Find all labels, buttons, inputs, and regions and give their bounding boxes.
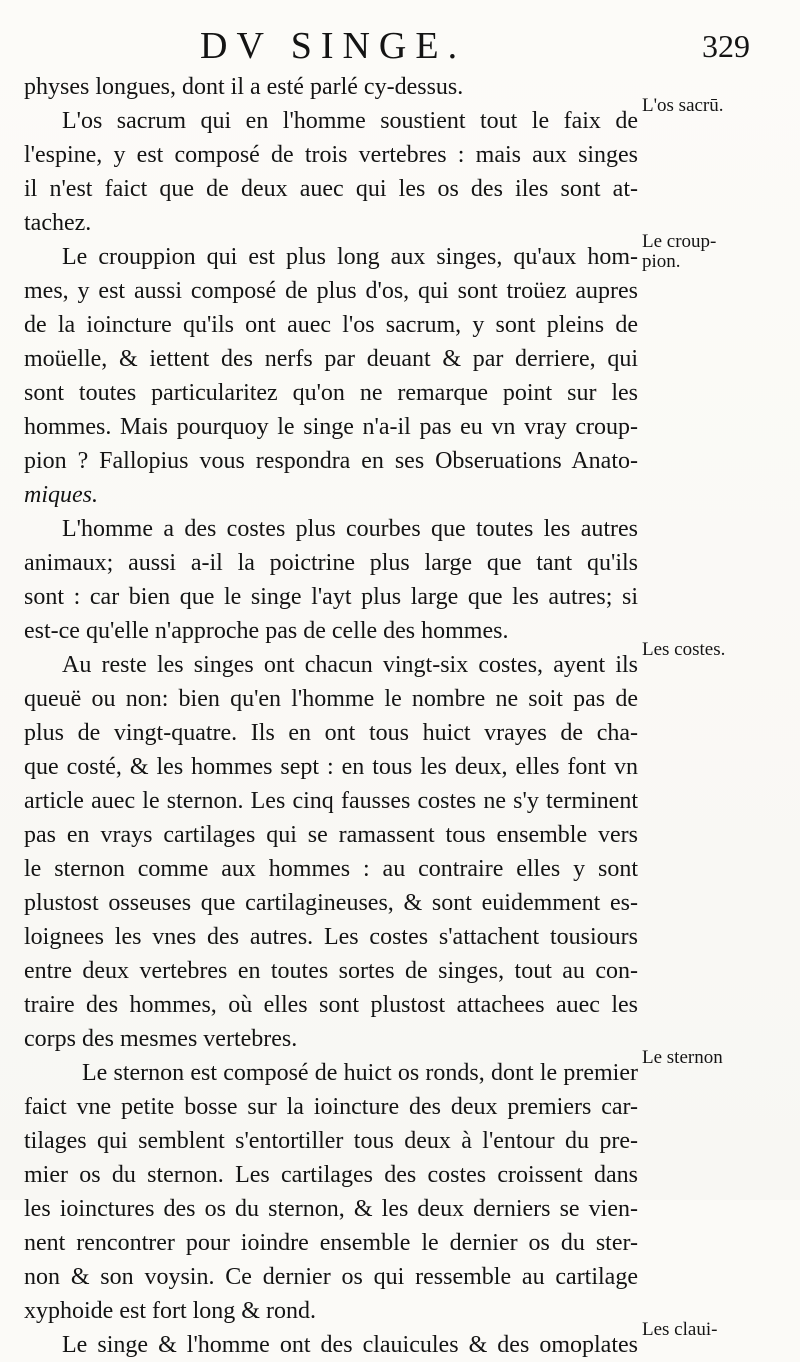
text-line: nent rencontrer pour ioindre ensemble le dernier os du ster- [24, 1230, 638, 1256]
text-line: hommes. Mais pourquoy le singe n'a-il pas eu vn vray croup- [24, 414, 638, 440]
text-line: loignees les vnes des autres. Les costes s'attachent tousiours [24, 924, 638, 950]
body-text [24, 70, 638, 1362]
text-line: corps des mesmes vertebres. [24, 1026, 298, 1052]
text-line: xyphoide est fort long & rond. [24, 1298, 316, 1324]
text-line: L'homme a des costes plus courbes que toutes les autres [62, 516, 638, 542]
text-line: sont toutes particularitez qu'on ne remarque point sur les [24, 380, 638, 406]
margin-note: Le sternon [642, 1047, 723, 1068]
text-line: article auec le sternon. Les cinq fausses costes ne s'y terminent [24, 788, 638, 814]
text-line: Le crouppion qui est plus long aux singes, qu'aux hom- [62, 244, 638, 270]
text-line: non & son voysin. Ce dernier os qui ressemble au cartilage [24, 1264, 638, 1290]
text-line: entre deux vertebres en toutes sortes de singes, tout au con- [24, 958, 638, 984]
text-line: L'os sacrum qui en l'homme soustient tout le faix de [62, 108, 638, 134]
text-line: mes, y est aussi composé de plus d'os, qui sont troüez aupres [24, 278, 638, 304]
text-line: miques. [24, 482, 98, 508]
text-line: faict vne petite bosse sur la ioincture des deux premiers car- [24, 1094, 638, 1120]
text-line: Le singe & l'homme ont des clauicules & des omoplates [62, 1332, 638, 1358]
text-line: queuë ou non: bien qu'en l'homme le nombre ne soit pas de [24, 686, 638, 712]
page-header [200, 24, 760, 74]
text-line: Au reste les singes ont chacun vingt-six costes, ayent ils [62, 652, 638, 678]
text-line: est-ce qu'elle n'approche pas de celle des hommes. [24, 618, 509, 644]
text-line: le sternon comme aux hommes : au contraire elles y sont [24, 856, 638, 882]
text-line: traire des hommes, où elles sont plustost attachees auec les [24, 992, 638, 1018]
text-line: moüelle, & iettent des nerfs par deuant & par derriere, qui [24, 346, 638, 372]
text-line: de la ioincture qu'ils ont auec l'os sacrum, y sont pleins de [24, 312, 638, 338]
text-line: les ioinctures des os du sternon, & les deux derniers se vien- [24, 1196, 638, 1222]
text-line: que costé, & les hommes sept : en tous les deux, elles font vn [24, 754, 638, 780]
text-line: pas en vrays cartilages qui se ramassent tous ensemble vers [24, 822, 638, 848]
text-line: Le sternon est composé de huict os ronds, dont le premier [82, 1060, 638, 1086]
text-line: tachez. [24, 210, 92, 236]
text-line: l'espine, y est composé de trois vertebres : mais aux singes [24, 142, 638, 168]
margin-note: Le croup- pion. [642, 231, 717, 272]
text-line: plus de vingt-quatre. Ils en ont tous huict vrayes de cha- [24, 720, 638, 746]
text-line: tilages qui semblent s'entortiller tous deux à l'entour du pre- [24, 1128, 638, 1154]
text-line: il n'est faict que de deux auec qui les os des iles sont at- [24, 176, 638, 202]
page-number: 329 [702, 28, 750, 64]
text-line: sont : car bien que le singe l'ayt plus large que les autres; si [24, 584, 638, 610]
margin-note: L'os sacrū. [642, 95, 724, 116]
running-head: DV SINGE. [200, 25, 467, 67]
text-line: plustost osseuses que cartilagineuses, & sont euidemment es- [24, 890, 638, 916]
margin-note: Les claui- [642, 1319, 718, 1340]
text-line: physes longues, dont il a esté parlé cy-dessus. [24, 74, 464, 100]
text-line: animaux; aussi a-il la poictrine plus large que tant qu'ils [24, 550, 638, 576]
text-line: pion ? Fallopius vous respondra en ses Obseruations Anato- [24, 448, 638, 474]
margin-note: Les costes. [642, 639, 726, 660]
text-line: mier os du sternon. Les cartilages des costes croissent dans [24, 1162, 638, 1188]
